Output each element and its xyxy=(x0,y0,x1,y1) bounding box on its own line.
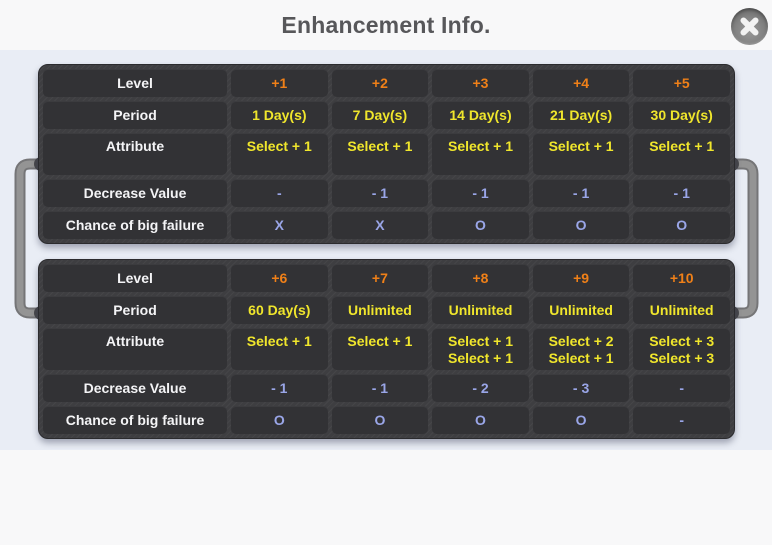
row-label: Decrease Value xyxy=(43,179,227,207)
attribute-line: Select + 1 xyxy=(246,333,312,349)
row-label: Period xyxy=(43,296,227,324)
value-cell: 21 Day(s) xyxy=(533,101,630,129)
enhancement-table-levels-6-10 xyxy=(38,259,735,439)
value-cell: 60 Day(s) xyxy=(231,296,328,324)
value-cell: +10 xyxy=(633,264,730,292)
value-cell xyxy=(432,328,529,370)
row-label: Chance of big failure xyxy=(43,406,227,434)
row-label: Level xyxy=(43,69,227,97)
attribute-line: Select + 1 xyxy=(447,333,513,349)
value-cell: O xyxy=(231,406,328,434)
row-label: Attribute xyxy=(43,328,227,370)
value-cell: - xyxy=(633,406,730,434)
row-label: Period xyxy=(43,101,227,129)
row-label: Level xyxy=(43,264,227,292)
row-label: Attribute xyxy=(43,133,227,175)
value-cell: - 1 xyxy=(432,179,529,207)
value-cell xyxy=(533,328,630,370)
value-cell: +8 xyxy=(432,264,529,292)
value-cell: +3 xyxy=(432,69,529,97)
value-cell: - 1 xyxy=(633,179,730,207)
close-button[interactable] xyxy=(731,8,768,45)
enhancement-table-levels-1-5 xyxy=(38,64,735,244)
value-cell xyxy=(633,328,730,370)
value-cell: Unlimited xyxy=(533,296,630,324)
value-cell xyxy=(332,328,429,370)
content-panel xyxy=(0,50,772,450)
row-label: Chance of big failure xyxy=(43,211,227,239)
page-title: Enhancement Info. xyxy=(281,11,491,38)
value-cell: 7 Day(s) xyxy=(332,101,429,129)
value-cell: O xyxy=(432,211,529,239)
value-cell: +9 xyxy=(533,264,630,292)
attribute-line: Select + 1 xyxy=(246,138,312,154)
value-cell: +7 xyxy=(332,264,429,292)
value-cell: O xyxy=(533,406,630,434)
value-cell xyxy=(332,133,429,175)
attribute-line: Select + 1 xyxy=(548,350,614,366)
attribute-line: Select + 1 xyxy=(548,138,614,154)
value-cell: Unlimited xyxy=(432,296,529,324)
value-cell: Unlimited xyxy=(633,296,730,324)
value-cell: O xyxy=(533,211,630,239)
value-cell xyxy=(231,328,328,370)
value-cell: - 1 xyxy=(231,374,328,402)
value-cell: O xyxy=(332,406,429,434)
value-cell: +5 xyxy=(633,69,730,97)
value-cell: X xyxy=(231,211,328,239)
value-cell: - xyxy=(231,179,328,207)
value-cell: O xyxy=(633,211,730,239)
value-cell: - 1 xyxy=(533,179,630,207)
attribute-line: Select + 3 xyxy=(649,333,715,349)
row-label: Decrease Value xyxy=(43,374,227,402)
value-cell: +4 xyxy=(533,69,630,97)
value-cell: +1 xyxy=(231,69,328,97)
value-cell: 30 Day(s) xyxy=(633,101,730,129)
attribute-line: Select + 1 xyxy=(347,333,413,349)
value-cell: - 1 xyxy=(332,179,429,207)
value-cell: - 1 xyxy=(332,374,429,402)
value-cell: X xyxy=(332,211,429,239)
value-cell: 1 Day(s) xyxy=(231,101,328,129)
attribute-line: Select + 1 xyxy=(649,138,715,154)
title-bar xyxy=(0,0,772,50)
value-cell: - 3 xyxy=(533,374,630,402)
value-cell xyxy=(432,133,529,175)
value-cell xyxy=(533,133,630,175)
attribute-line: Select + 3 xyxy=(649,350,715,366)
value-cell xyxy=(633,133,730,175)
value-cell xyxy=(231,133,328,175)
attribute-line: Select + 1 xyxy=(347,138,413,154)
value-cell: +6 xyxy=(231,264,328,292)
value-cell: - 2 xyxy=(432,374,529,402)
value-cell: Unlimited xyxy=(332,296,429,324)
close-icon xyxy=(731,8,768,45)
value-cell: 14 Day(s) xyxy=(432,101,529,129)
attribute-line: Select + 2 xyxy=(548,333,614,349)
value-cell: +2 xyxy=(332,69,429,97)
value-cell: O xyxy=(432,406,529,434)
attribute-line: Select + 1 xyxy=(447,138,513,154)
value-cell: - xyxy=(633,374,730,402)
attribute-line: Select + 1 xyxy=(447,350,513,366)
